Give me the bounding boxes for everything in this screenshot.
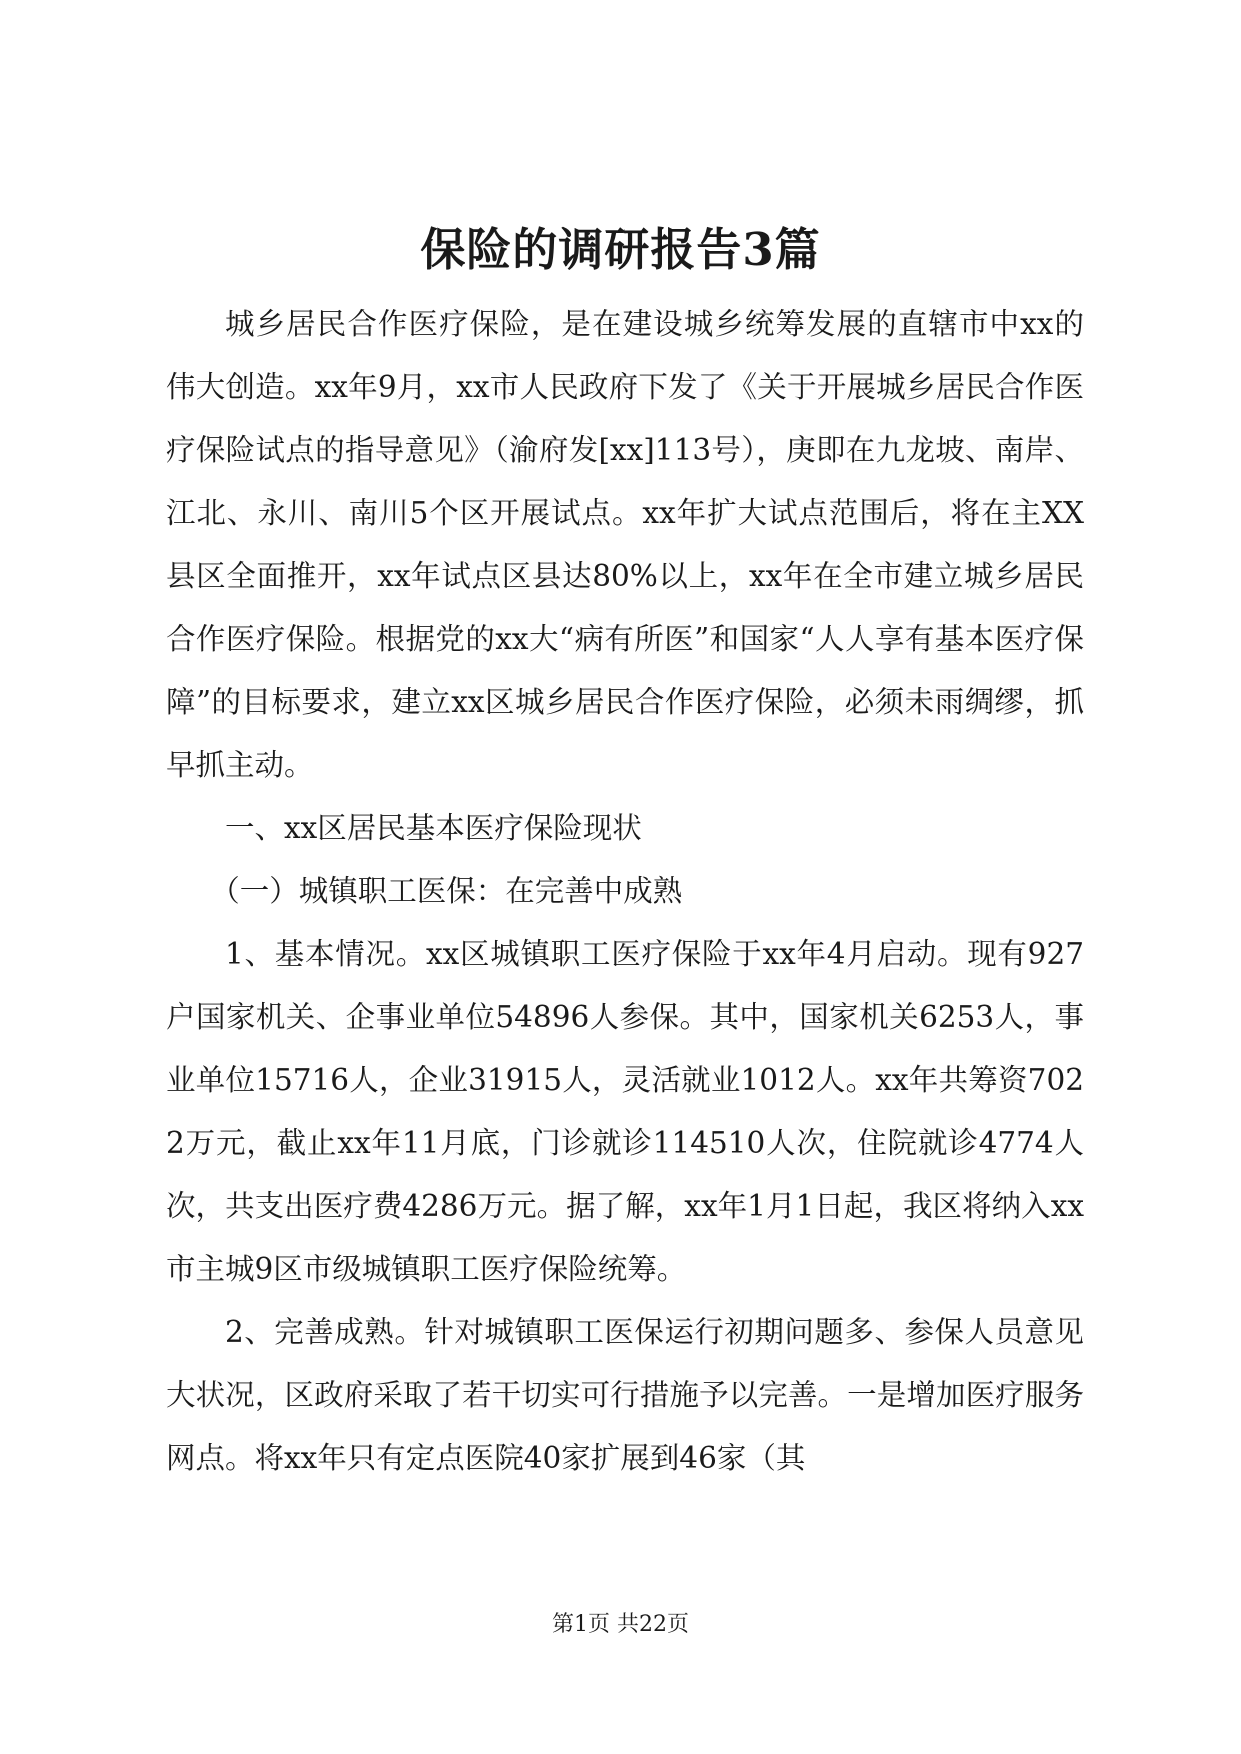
- page-footer: 第1页 共22页: [552, 1612, 689, 1637]
- paragraph-intro: 城乡居民合作医疗保险，是在建设城乡统筹发展的直辖市中xx的伟大创造。xx年9月，xx市人民政府下发了《关于开展城乡居民合作医疗保险试点的指导意见》（渝府发[xx]113号），庚即在九龙坡、南岸、江北、永川、南川5个区开展试点。xx年扩大试点范围后，将在主XX县区全面推开，xx年试点区县达80%以上，xx年在全市建立城乡居民合作医疗保险。根据党的xx大“病有所医”和国家“人人享有基本医疗保障”的目标要求，建立xx区城乡居民合作医疗保险，必须未雨绸缪，抓早抓主动。: [166, 307, 1084, 782]
- paragraph-basic-situation: 1、基本情况。xx区城镇职工医疗保险于xx年4月启动。现有927户国家机关、企事业单位54896人参保。其中，国家机关6253人，事业单位15716人，企业31915人，灵活就业1012人。xx年共筹资7022万元，截止xx年11月底，门诊就诊114510人次，住院就诊4774人次，共支出医疗费4286万元。据了解，xx年1月1日起，我区将纳入xx市主城9区市级城镇职工医疗保险统筹。: [166, 937, 1084, 1286]
- paragraph-improvement: 2、完善成熟。针对城镇职工医保运行初期问题多、参保人员意见大状况，区政府采取了若干切实可行措施予以完善。一是增加医疗服务网点。将xx年只有定点医院40家扩展到46家（其: [166, 1315, 1084, 1475]
- document-body: [166, 293, 1084, 1490]
- subsection-heading: （一）城镇职工医保：在完善中成熟: [210, 874, 683, 908]
- section-heading: 一、xx区居民基本医疗保险现状: [225, 811, 642, 845]
- document-title: 保险的调研报告3篇: [420, 223, 821, 276]
